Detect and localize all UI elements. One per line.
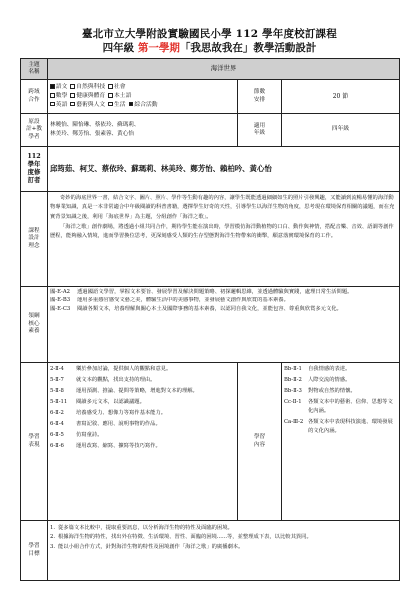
unchecked-box-icon bbox=[70, 93, 75, 98]
theme-value: 海洋世界 bbox=[48, 59, 400, 80]
performance-item-text: 樂於參加討論，提供個人的觀點和意見。 bbox=[76, 365, 172, 372]
content-item-code: Bb-Ⅱ-1 bbox=[284, 365, 302, 372]
unchecked-box-icon bbox=[70, 102, 75, 107]
domain-options bbox=[48, 80, 238, 114]
performance-list bbox=[48, 363, 238, 521]
domain-option-label: 社會 bbox=[114, 84, 126, 91]
reviser-value: 邱筠茹、柯艾、蔡依玲、蘇瑪莉、林美玲、鄭芳怡、賴柏吟、黃心怡 bbox=[48, 147, 400, 192]
document-title: 臺北市立大學附設實驗國民小學 112 學年度校訂課程 bbox=[82, 28, 337, 40]
unchecked-box-icon bbox=[70, 84, 75, 89]
goals-list bbox=[48, 521, 400, 581]
domain-option-label: 英語 bbox=[55, 101, 68, 108]
literacy-list bbox=[48, 287, 400, 363]
domain-option-3 bbox=[50, 93, 67, 99]
literacy-item-code: 國-E-A2 bbox=[50, 288, 71, 295]
goal-item-code: 2. bbox=[50, 534, 56, 541]
designer-value: 林曉怡、陳怡琳、蔡依玲、蘇瑪莉、 林美玲、鄭芳怡、張素蓉、黃心怡 bbox=[48, 114, 238, 147]
grade-text: 四年級 bbox=[102, 42, 138, 54]
domain-option-label: 健康與體育 bbox=[76, 93, 106, 100]
unchecked-box-icon bbox=[108, 84, 113, 89]
performance-item bbox=[50, 419, 235, 430]
hours-value: 20 節 bbox=[282, 80, 400, 114]
domain-label: 跨域 合作 bbox=[21, 80, 48, 114]
theme-label: 主題 名稱 bbox=[21, 59, 48, 80]
content-item-code: Bb-Ⅱ-3 bbox=[284, 387, 302, 394]
domain-option-4 bbox=[70, 93, 105, 99]
goal-item bbox=[50, 533, 397, 543]
literacy-label: 領綱 核心 素養 bbox=[21, 287, 48, 363]
performance-item bbox=[50, 431, 235, 442]
literacy-item-code: 國-E-B3 bbox=[50, 297, 71, 304]
performance-item-text: 閱讀多元文本，以認識議題。 bbox=[76, 398, 145, 405]
domain-option-6 bbox=[50, 102, 67, 108]
performance-item bbox=[50, 375, 235, 386]
domain-option-label: 本土語 bbox=[114, 93, 132, 100]
rationale-label: 課程 設計 理念 bbox=[21, 192, 48, 287]
lesson-plan-document bbox=[20, 27, 399, 581]
content-item-text: 各類文本中的藝術、信仰、思想等文化內涵。 bbox=[308, 398, 393, 414]
domain-option-label: 生活 bbox=[114, 101, 126, 108]
document-subtitle bbox=[20, 41, 399, 55]
performance-item-code: 2-Ⅱ-4 bbox=[50, 365, 64, 372]
performance-item-text: 就文本的觀點，找出支持的理由。 bbox=[76, 376, 156, 383]
performance-item-code: 6-Ⅱ-6 bbox=[50, 443, 64, 450]
checked-box-icon bbox=[50, 84, 55, 89]
literacy-item-text: 透過國語文學習，掌握文本要旨、發展學習及解決問題策略、初探邏輯思維，並透過體驗與實踐，處理日常生活問題。 bbox=[77, 288, 353, 295]
course-name-text: 「我思故我在」教學活動設計 bbox=[179, 42, 317, 54]
performance-item bbox=[50, 408, 235, 419]
literacy-item-code: 國-E-C3 bbox=[50, 305, 71, 312]
reviser-label: 112 學年 度修 訂者 bbox=[21, 147, 48, 192]
performance-item-code: 6-Ⅱ-2 bbox=[50, 409, 64, 416]
performance-item-text: 書寫記敘、應用、說明事物的作品。 bbox=[76, 420, 161, 427]
unchecked-box-icon bbox=[50, 102, 55, 107]
performance-item-code: 6-Ⅱ-5 bbox=[50, 432, 64, 439]
content-item-code: Ca-Ⅲ-2 bbox=[284, 419, 304, 426]
content-list bbox=[282, 363, 400, 521]
performance-item bbox=[50, 364, 235, 375]
rationale-paragraph-1: 奇妙的海底世界一書，結合文字、圖片、照片、學作等生動有趣的內容，讓學生既能透過細細如生的照片引發興趣，又能讀到流暢易懂的海洋動物專業知識，真是一本非常適合中年級閱讀的科普書籍，選擇學生好奇的天性，引導學生以海洋生物的角度，思考現在環境保育相關的議題，而在充實背景知識之後，利用「海底世界」為主題，分組創作「海洋之歌」。 bbox=[50, 195, 395, 220]
performance-item-text: 運用改寫、縮寫、擴寫等技巧寫作。 bbox=[76, 443, 161, 450]
rationale-paragraph-2: 「海洋之歌」創作劇場，將透過小組共同合作，期待學生能在演出時，學習模仿海洋動植物的口白、動作與神情，搭配音樂、音效、語調等創作歷程，能夠融入情境，進而學習換位思考，更深刻感受人類的生存型態對海洋生物帶來的衝擊，願意落實環境保育的工作。 bbox=[50, 223, 394, 240]
designer-label: 原設 計+教 學者 bbox=[21, 114, 48, 147]
lesson-plan-table bbox=[20, 58, 400, 581]
content-item bbox=[284, 375, 397, 386]
content-item-code: Cc-Ⅱ-1 bbox=[284, 398, 302, 405]
domain-option-9 bbox=[129, 102, 158, 108]
content-item bbox=[284, 397, 397, 417]
checked-box-icon bbox=[129, 102, 134, 107]
goal-item bbox=[50, 543, 397, 553]
content-item-text: 各類文本中表現科技演進、環境發展的文化內涵。 bbox=[308, 419, 393, 435]
goal-item-text: 能以小組合作方式，針對海洋生物的特性及困境創作「海洋之歌」的廣播劇本。 bbox=[58, 544, 244, 551]
literacy-item-text: 運用多重感官感受文藝之美，體驗生活中的美感事物，並發展藝文創作與欣賞的基本素養。 bbox=[77, 297, 289, 304]
rationale-text bbox=[48, 192, 400, 287]
goal-item-text: 根據海洋生物的特性，找出外在特徵、生活環境、習性、面臨的困境......等，並整理成下表，以比較其異同。 bbox=[58, 534, 312, 541]
content-label: 學習 內容 bbox=[238, 363, 282, 521]
domain-option-label: 語文 bbox=[55, 84, 68, 91]
domain-option-8 bbox=[108, 102, 125, 108]
domain-option-label: 藝術與人文 bbox=[76, 101, 106, 108]
performance-item bbox=[50, 397, 235, 408]
performance-item-text: 仿寫童詩。 bbox=[76, 432, 103, 439]
semester-text: 第一學期 bbox=[137, 42, 180, 54]
hours-label: 節數 安排 bbox=[238, 80, 282, 114]
domain-option-2 bbox=[108, 84, 125, 90]
content-item-text: 對物或自然的情懷。 bbox=[308, 387, 356, 394]
domain-option-0 bbox=[50, 84, 67, 90]
unchecked-box-icon bbox=[50, 93, 55, 98]
grade-value: 四年級 bbox=[282, 114, 400, 147]
goal-item-text: 從多篇文本比較中，提取重要訊息，以分析海洋生物的特性及面臨的困境。 bbox=[58, 524, 233, 531]
content-item-text: 人際交流的情感。 bbox=[308, 376, 351, 383]
performance-label: 學習 表現 bbox=[21, 363, 48, 521]
performance-item bbox=[50, 442, 235, 453]
content-item bbox=[284, 418, 397, 438]
content-item bbox=[284, 364, 397, 375]
domain-option-5 bbox=[108, 93, 131, 99]
goal-item bbox=[50, 523, 397, 533]
performance-item bbox=[50, 386, 235, 397]
domain-option-1 bbox=[70, 84, 105, 90]
literacy-item-text: 閱讀各類文本，培養理解與關心本土及國際事務的基本素養，以認同自我文化，並能包容、尊重與欣賞多元文化。 bbox=[77, 305, 342, 312]
performance-item-code: 5-Ⅱ-11 bbox=[50, 398, 68, 405]
grade-label: 適用 年級 bbox=[238, 114, 282, 147]
content-item-code: Bb-Ⅱ-2 bbox=[284, 376, 302, 383]
content-item bbox=[284, 386, 397, 397]
content-item-text: 自我情感的表達。 bbox=[308, 365, 351, 372]
domain-option-7 bbox=[70, 102, 105, 108]
domain-option-label: 綜合活動 bbox=[134, 101, 158, 108]
performance-item-text: 培養感受力、想像力等寫作基本能力。 bbox=[76, 409, 167, 416]
performance-item-code: 5-Ⅱ-7 bbox=[50, 376, 64, 383]
goals-label: 學習 目標 bbox=[21, 521, 48, 581]
performance-item-code: 6-Ⅱ-4 bbox=[50, 420, 64, 427]
literacy-item bbox=[50, 297, 397, 306]
domain-option-label: 自然與科技 bbox=[76, 84, 106, 91]
goal-item-code: 3. bbox=[50, 544, 56, 551]
performance-item-code: 5-Ⅱ-8 bbox=[50, 387, 64, 394]
domain-option-label: 數學 bbox=[55, 93, 68, 100]
goal-item-code: 1. bbox=[50, 524, 56, 531]
literacy-item bbox=[50, 305, 397, 314]
performance-item-text: 運用預測、推論、提問等策略，增進對文本的理解。 bbox=[76, 387, 198, 394]
literacy-item bbox=[50, 288, 397, 297]
unchecked-box-icon bbox=[108, 93, 113, 98]
unchecked-box-icon bbox=[108, 102, 113, 107]
